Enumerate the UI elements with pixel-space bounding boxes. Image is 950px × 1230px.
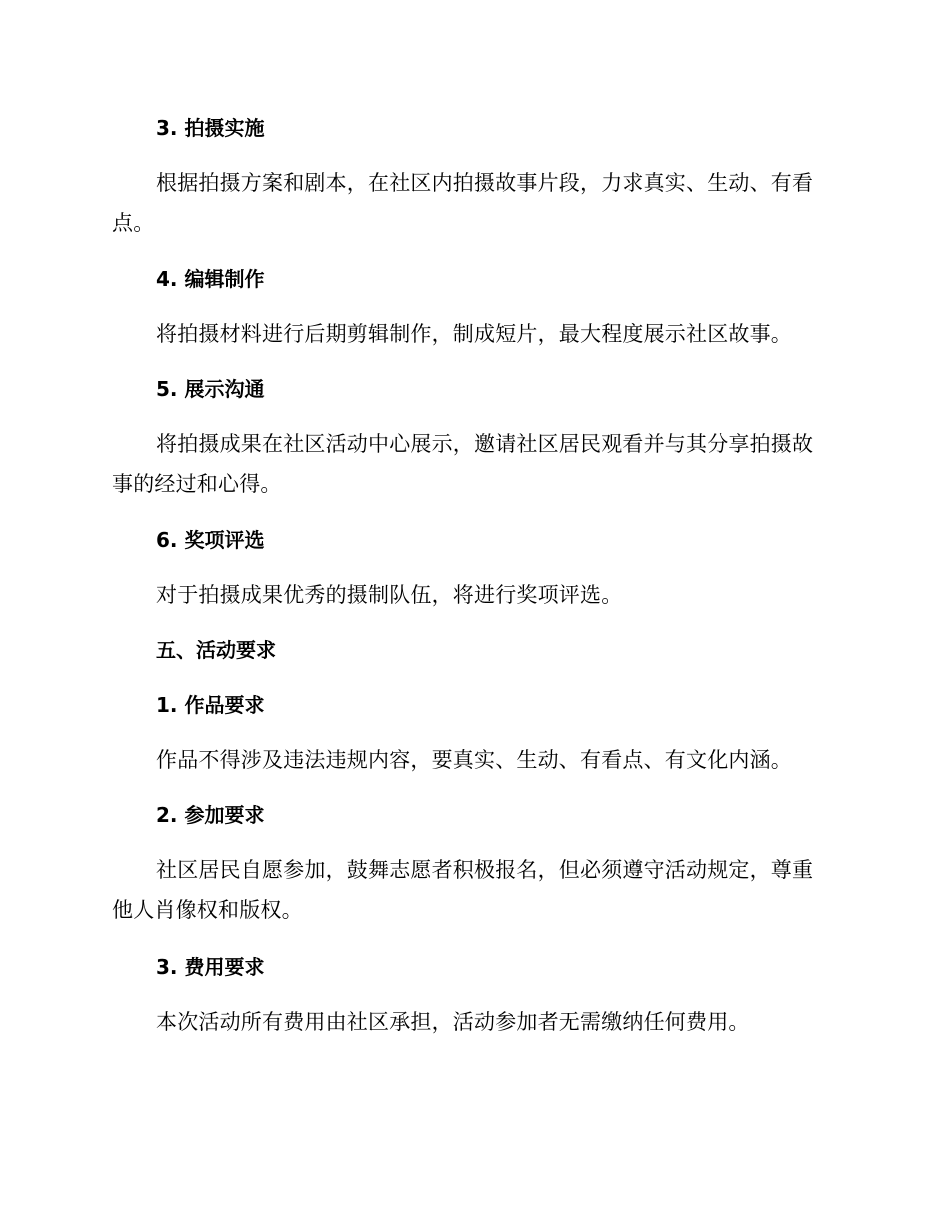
paragraph-shooting: 根据拍摄方案和剧本，在社区内拍摄故事片段，力求真实、生动、有看点。 bbox=[112, 171, 814, 235]
paragraph-awards: 对于拍摄成果优秀的摄制队伍，将进行奖项评选。 bbox=[156, 583, 623, 607]
section-heading-participation: 2. 参加要求 bbox=[156, 803, 265, 827]
paragraph-works: 作品不得涉及违法违规内容，要真实、生动、有看点、有文化内涵。 bbox=[156, 748, 792, 772]
paragraph-fees: 本次活动所有费用由社区承担，活动参加者无需缴纳任何费用。 bbox=[156, 1010, 750, 1034]
chapter-heading-requirements: 五、活动要求 bbox=[156, 638, 276, 662]
paragraph-participation: 社区居民自愿参加，鼓舞志愿者积极报名，但必须遵守活动规定，尊重他人肖像权和版权。 bbox=[112, 858, 814, 922]
section-heading-works: 1. 作品要求 bbox=[156, 693, 265, 717]
section-heading-editing: 4. 编辑制作 bbox=[156, 267, 265, 291]
section-heading-fees: 3. 费用要求 bbox=[156, 955, 265, 979]
section-heading-awards: 6. 奖项评选 bbox=[156, 528, 265, 552]
paragraph-showcase: 将拍摄成果在社区活动中心展示，邀请社区居民观看并与其分享拍摄故事的经过和心得。 bbox=[112, 432, 814, 496]
section-heading-shooting: 3. 拍摄实施 bbox=[156, 116, 265, 140]
paragraph-editing: 将拍摄材料进行后期剪辑制作，制成短片，最大程度展示社区故事。 bbox=[156, 322, 792, 346]
section-heading-showcase: 5. 展示沟通 bbox=[156, 377, 265, 401]
